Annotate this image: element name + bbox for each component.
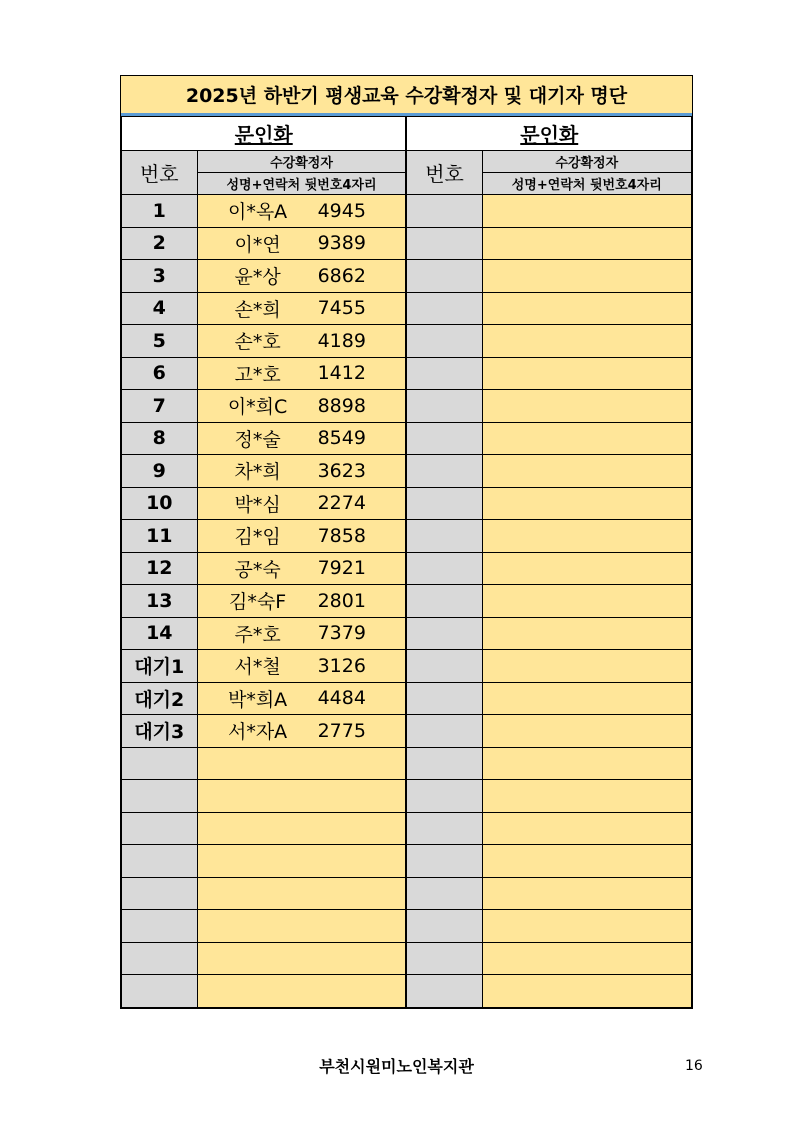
entry [483,910,691,942]
row-number [122,910,198,943]
phone-last-digits: 7921 [317,557,366,580]
entry [483,683,691,715]
roster-table [121,116,692,1008]
table-row [122,780,692,813]
table-row [122,390,692,423]
roster-sheet [120,75,693,1009]
phone-last-digits: 8898 [317,394,366,417]
row-number [406,195,482,228]
header-row-top [122,151,692,173]
table-row [122,650,692,683]
entry [198,780,406,812]
enrollee-name: 이*옥A [227,201,288,224]
row-number: 4 [122,292,198,325]
row-number: 대기1 [122,650,198,683]
table-row [122,227,692,260]
entry-cell [482,390,691,423]
entry-cell [197,552,406,585]
entry-cell [482,617,691,650]
entry [198,390,406,422]
entry-cell [482,747,691,780]
row-number [406,780,482,813]
row-number [122,845,198,878]
entry-cell [482,942,691,975]
row-number: 8 [122,422,198,455]
entry [198,650,406,682]
entry-cell [197,487,406,520]
confirmed-header-left: 수강확정자 [197,151,406,173]
entry [483,878,691,910]
entry [198,618,406,650]
row-number [406,650,482,683]
entry-cell [197,617,406,650]
entry [198,943,406,975]
phone-last-digits: 8549 [317,427,366,450]
entry-cell [197,942,406,975]
row-number [406,747,482,780]
phone-last-digits: 7455 [317,297,366,320]
entry-cell [482,975,691,1008]
row-number [406,260,482,293]
table-row [122,682,692,715]
phone-last-digits: 3623 [317,459,366,482]
class-title-row [122,117,692,151]
entry [198,195,406,227]
table-row [122,260,692,293]
entry [198,585,406,617]
entry-cell [482,877,691,910]
phone-last-digits: 3126 [317,654,366,677]
phone-last-digits: 9389 [317,232,366,255]
entry [483,813,691,845]
entry [198,683,406,715]
entry [198,455,406,487]
entry-cell [482,715,691,748]
row-number [406,455,482,488]
row-number [406,942,482,975]
entry-cell [197,422,406,455]
entry [483,618,691,650]
row-number [406,390,482,423]
enrollee-name: 정*술 [234,428,281,451]
row-number: 1 [122,195,198,228]
entry [483,423,691,455]
table-row [122,520,692,553]
entry [198,748,406,780]
table-row [122,910,692,943]
row-number [406,812,482,845]
row-number [406,617,482,650]
entry [483,260,691,292]
phone-last-digits: 7379 [317,622,366,645]
row-number: 3 [122,260,198,293]
entry [483,553,691,585]
entry [483,975,691,1007]
enrollee-name: 이*연 [234,233,281,256]
entry [198,423,406,455]
entry-cell [197,390,406,423]
row-number [122,942,198,975]
number-header-left: 번호 [122,151,198,195]
enrollee-name: 손*희 [234,298,281,321]
row-number [122,877,198,910]
table-row [122,455,692,488]
row-number [122,812,198,845]
entry [198,488,406,520]
enrollee-name: 손*호 [234,331,281,354]
phone-last-digits: 2274 [317,492,366,515]
table-row [122,975,692,1008]
entry [198,813,406,845]
entry [198,228,406,260]
entry-cell [197,682,406,715]
entry-cell [197,325,406,358]
row-number [406,227,482,260]
entry [483,228,691,260]
entry [198,975,406,1007]
entry [483,650,691,682]
entry [483,845,691,877]
entry [198,910,406,942]
enrollee-name: 박*희A [227,688,288,711]
entry [483,455,691,487]
entry-cell [482,325,691,358]
row-number [406,357,482,390]
entry-cell [482,585,691,618]
row-number: 7 [122,390,198,423]
entry-cell [482,455,691,488]
row-number [406,975,482,1008]
entry-cell [197,455,406,488]
confirmed-header-right: 수강확정자 [482,151,691,173]
entry-cell [197,975,406,1008]
row-number [406,682,482,715]
class-title-left: 문인화 [122,117,407,151]
entry [483,390,691,422]
entry-cell [197,650,406,683]
enrollee-name: 주*호 [234,623,281,646]
entry [198,260,406,292]
entry-cell [482,812,691,845]
entry [198,715,406,747]
table-row [122,422,692,455]
row-number: 2 [122,227,198,260]
entry-cell [482,910,691,943]
entry-cell [482,520,691,553]
table-row [122,292,692,325]
number-header-right: 번호 [406,151,482,195]
entry-cell [197,877,406,910]
row-number [406,552,482,585]
entry-cell [482,195,691,228]
row-number: 대기3 [122,715,198,748]
entry-cell [482,552,691,585]
phone-last-digits: 4189 [317,329,366,352]
phone-last-digits: 6862 [317,264,366,287]
row-number [406,292,482,325]
row-number [122,747,198,780]
entry [483,748,691,780]
enrollee-name: 김*임 [234,526,281,549]
entry-cell [197,812,406,845]
entry [198,553,406,585]
table-row [122,845,692,878]
row-number [406,520,482,553]
row-number: 13 [122,585,198,618]
enrollee-name: 서*철 [234,656,281,679]
entry [483,715,691,747]
entry-cell [482,422,691,455]
phone-last-digits: 2775 [317,719,366,742]
phone-last-digits: 1412 [317,362,366,385]
entry [483,520,691,552]
row-number: 대기2 [122,682,198,715]
entry-cell [482,780,691,813]
row-number [406,325,482,358]
enrollee-name: 공*숙 [234,558,281,581]
name-phone-header-right: 성명+연락처 뒷번호4자리 [482,173,691,195]
row-number [406,910,482,943]
entry-cell [197,227,406,260]
table-row [122,487,692,520]
row-number: 14 [122,617,198,650]
enrollee-name: 서*자A [227,721,288,744]
phone-last-digits: 4945 [317,199,366,222]
row-number [122,780,198,813]
document-title: 2025년 하반기 평생교육 수강확정자 및 대기자 명단 [121,76,692,116]
entry-cell [482,845,691,878]
entry [198,325,406,357]
table-row [122,357,692,390]
enrollee-name: 윤*상 [234,266,281,289]
entry-cell [482,227,691,260]
entry-cell [197,585,406,618]
table-row [122,747,692,780]
entry [198,358,406,390]
entry-cell [197,357,406,390]
entry [198,845,406,877]
table-row [122,325,692,358]
enrollee-name: 고*호 [234,363,281,386]
row-number [122,975,198,1008]
table-row [122,942,692,975]
class-title-right: 문인화 [406,117,691,151]
row-number [406,715,482,748]
phone-last-digits: 7858 [317,524,366,547]
row-number [406,877,482,910]
row-number [406,845,482,878]
row-number: 9 [122,455,198,488]
entry-cell [482,357,691,390]
entry-cell [482,682,691,715]
table-row [122,715,692,748]
row-number [406,585,482,618]
enrollee-name: 이*희C [227,396,288,419]
page-number: 16 [685,1058,703,1074]
entry-cell [197,845,406,878]
entry [483,195,691,227]
entry-cell [482,260,691,293]
phone-last-digits: 2801 [317,589,366,612]
entry [483,358,691,390]
entry-cell [197,780,406,813]
name-phone-header-left: 성명+연락처 뒷번호4자리 [197,173,406,195]
row-number: 10 [122,487,198,520]
row-number [406,487,482,520]
entry-cell [197,715,406,748]
enrollee-name: 김*숙F [229,591,287,614]
entry-cell [482,292,691,325]
row-number [406,422,482,455]
enrollee-name: 박*심 [234,493,281,516]
footer-organization: 부천시원미노인복지관 [319,1057,474,1076]
entry-cell [482,487,691,520]
row-number: 12 [122,552,198,585]
row-number: 11 [122,520,198,553]
entry [483,488,691,520]
entry [483,325,691,357]
enrollee-name: 차*희 [234,461,281,484]
table-row [122,552,692,585]
table-row [122,195,692,228]
table-row [122,812,692,845]
entry-cell [197,747,406,780]
entry [198,293,406,325]
entry-cell [197,292,406,325]
phone-last-digits: 4484 [317,687,366,710]
table-row [122,585,692,618]
table-row [122,877,692,910]
entry-cell [197,910,406,943]
entry [483,293,691,325]
row-number: 5 [122,325,198,358]
entry [198,878,406,910]
entry-cell [197,520,406,553]
entry [198,520,406,552]
row-number: 6 [122,357,198,390]
entry [483,780,691,812]
entry [483,943,691,975]
entry-cell [482,650,691,683]
entry-cell [197,195,406,228]
entry-cell [197,260,406,293]
table-row [122,617,692,650]
entry [483,585,691,617]
